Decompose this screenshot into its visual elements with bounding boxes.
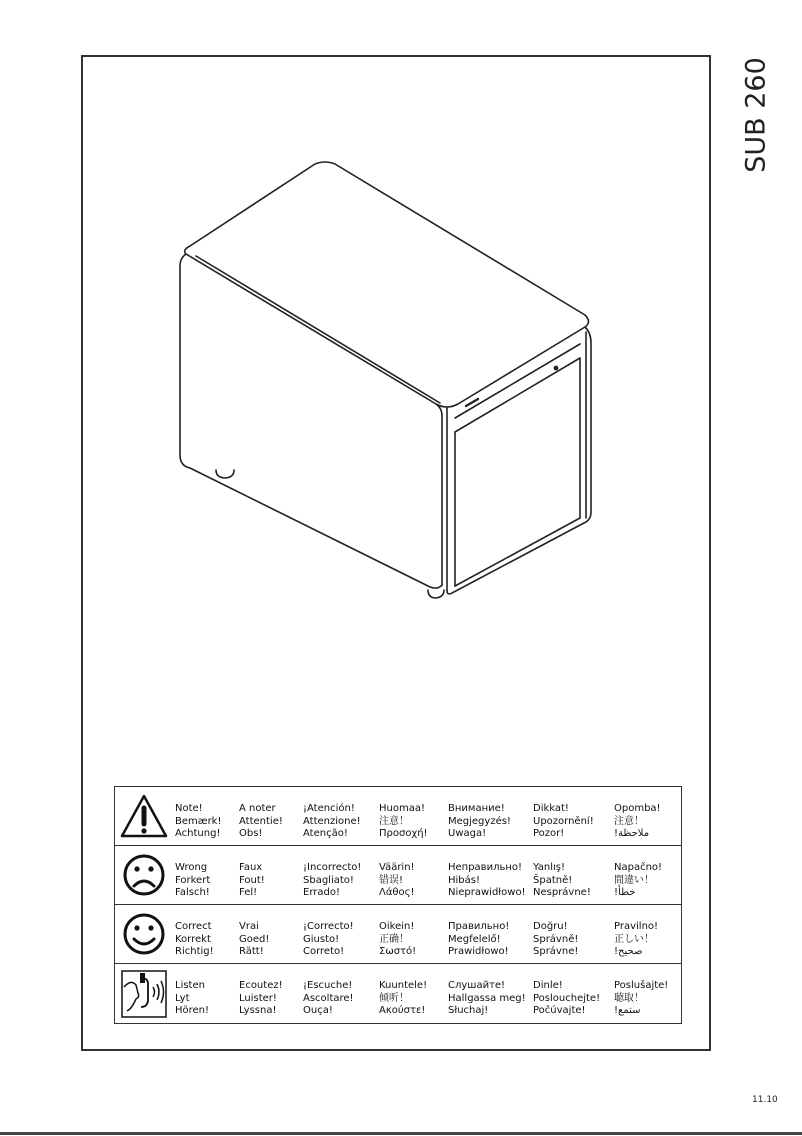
legend-col: Listen Lyt Hören!: [175, 980, 210, 1017]
legend-col: Yanlış! Špatně! Nesprávne!: [533, 862, 591, 899]
legend-col: Faux Fout! Fel!: [239, 862, 265, 899]
cabinet-left-side: [180, 254, 442, 588]
legend-col: ¡Atención! Attenzione! Atenção!: [303, 803, 361, 840]
page-number: 11.10: [752, 1095, 778, 1105]
legend-col: Dikkat! Upozornění! Pozor!: [533, 803, 594, 840]
legend-col: Неправильно! Hibás! Nieprawidłowo!: [448, 862, 526, 899]
legend-col: Правильно! Megfelelő! Prawidłowo!: [448, 921, 510, 958]
legend-col: Kuuntele! 倾听！ Ακούστε!: [379, 980, 428, 1017]
legend-col: Vrai Goed! Rätt!: [239, 921, 270, 958]
legend-col: A noter Attentie! Obs!: [239, 803, 283, 840]
legend-col: Wrong Forkert Falsch!: [175, 862, 211, 899]
legend-col: Correct Korrekt Richtig!: [175, 921, 214, 958]
legend-col: Слушайте! Hallgassa meg! Słuchaj!: [448, 980, 526, 1017]
cabinet-foot: [428, 590, 444, 598]
legend-col: Väärin! 错误! Λάθος!: [379, 862, 415, 899]
legend-col: Huomaa! 注意！ Προσοχή!: [379, 803, 428, 840]
legend-col: Doğru! Správně! Správne!: [533, 921, 579, 958]
legend-row-listen: [115, 964, 681, 1023]
legend-col: Ecoutez! Luister! Lyssna!: [239, 980, 283, 1017]
legend-col: Opomba! 注意！ !ملاحظة: [614, 803, 661, 840]
legend-col: Dinle! Poslouchejte! Počúvajte!: [533, 980, 601, 1017]
legend-col: Oikein! 正确！ Σωστό!: [379, 921, 417, 958]
cabinet-foot: [216, 470, 234, 478]
listening-ear-icon: [119, 967, 169, 1019]
bottom-rule: [0, 1132, 802, 1135]
subwoofer-cabinet-illustration: [160, 150, 610, 610]
legend-row-wrong: [115, 846, 681, 905]
legend-row-note: [115, 787, 681, 846]
legend-col: Napačno! 間違い！ !خطأ: [614, 862, 663, 899]
legend-col: ¡Correcto! Giusto! Correto!: [303, 921, 354, 958]
warning-triangle-icon: [119, 790, 169, 842]
sad-face-icon: [119, 849, 169, 901]
legend-col: Note! Bemærk! Achtung!: [175, 803, 222, 840]
legend-row-correct: [115, 905, 681, 964]
model-name: SUB 260: [740, 57, 772, 173]
legend-col: Внимание! Megjegyzés! Uwaga!: [448, 803, 511, 840]
happy-face-icon: [119, 908, 169, 960]
legend-col: Poslušajte! 聴取！ !ستمع: [614, 980, 669, 1017]
legend-col: ¡Escuche! Ascoltare! Ouça!: [303, 980, 354, 1017]
legend-col: Pravilno! 正しい！ !صحيح: [614, 921, 659, 958]
legend-col: ¡Incorrecto! Sbagliato! Errado!: [303, 862, 362, 899]
symbol-legend: [114, 786, 682, 1024]
